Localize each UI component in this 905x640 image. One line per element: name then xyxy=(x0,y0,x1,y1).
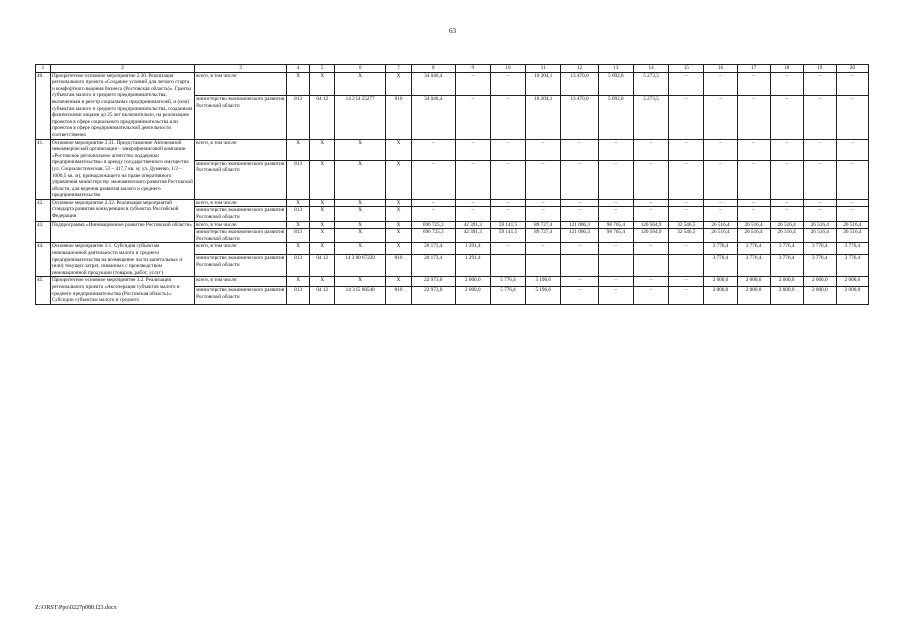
column-number-header: 6 xyxy=(334,65,385,73)
grbs-code-cell: 813 xyxy=(286,207,309,221)
amount-cell: 42 391,3 xyxy=(455,229,490,243)
amount-cell: 3 776,4 xyxy=(737,243,770,255)
expense-type-cell: X xyxy=(386,229,412,243)
grbs-code-cell: X xyxy=(286,243,309,255)
grbs-code-cell: 813 xyxy=(286,255,309,277)
amount-cell: – xyxy=(526,199,561,207)
expense-type-cell: X xyxy=(386,207,412,221)
column-number-header: 8 xyxy=(411,65,455,73)
amount-cell: – xyxy=(490,199,525,207)
amount-cell: – xyxy=(411,207,455,221)
amount-cell: – xyxy=(561,207,598,221)
amount-cell: – xyxy=(455,139,490,160)
executor-cell: всего, в том числе: xyxy=(195,221,287,229)
grbs-code-cell: X xyxy=(286,139,309,160)
column-number-header: 18 xyxy=(770,65,803,73)
amount-cell: 1 291,4 xyxy=(455,243,490,255)
amount-cell: 121 006,3 xyxy=(561,229,598,243)
amount-cell: – xyxy=(770,199,803,207)
amount-cell: – xyxy=(633,277,668,287)
grbs-code-cell: X xyxy=(286,277,309,287)
expense-type-cell: 810 xyxy=(386,255,412,277)
amount-cell: 2 000,0 xyxy=(737,277,770,287)
amount-cell: – xyxy=(770,95,803,139)
amount-cell: 34 040,4 xyxy=(411,72,455,95)
amount-cell: 13 470,0 xyxy=(561,72,598,95)
amount-cell: – xyxy=(737,139,770,160)
grbs-code-cell: 813 xyxy=(286,95,309,139)
amount-cell: 3 776,4 xyxy=(836,243,868,255)
amount-cell: – xyxy=(737,95,770,139)
expense-type-cell: X xyxy=(386,160,412,199)
amount-cell: 13 470,0 xyxy=(561,95,598,139)
amount-cell: 34 040,4 xyxy=(411,95,455,139)
section-code-cell: X xyxy=(310,229,335,243)
amount-cell: – xyxy=(669,95,704,139)
amount-cell: 2 000,0 xyxy=(737,286,770,304)
amount-cell: 5 776,4 xyxy=(490,286,525,304)
target-article-cell: 14 3 00 67220 xyxy=(334,255,385,277)
amount-cell: 5 092,8 xyxy=(598,72,633,95)
amount-cell: 89 727,4 xyxy=(526,221,561,229)
amount-cell: 59 141,5 xyxy=(490,229,525,243)
amount-cell: – xyxy=(770,139,803,160)
amount-cell xyxy=(561,255,598,277)
amount-cell: – xyxy=(770,207,803,221)
amount-cell: 26 516,4 xyxy=(704,229,737,243)
column-number-header: 9 xyxy=(455,65,490,73)
executor-cell: министерство экономического развития Ростовской области xyxy=(195,286,287,304)
amount-cell: 89 727,4 xyxy=(526,229,561,243)
amount-cell: – xyxy=(836,139,868,160)
amount-cell: 2 000,0 xyxy=(770,286,803,304)
amount-cell: – xyxy=(803,160,836,199)
amount-cell: – xyxy=(803,207,836,221)
amount-cell: – xyxy=(598,199,633,207)
table-body xyxy=(36,72,869,304)
expense-type-cell: X xyxy=(386,221,412,229)
amount-cell: – xyxy=(704,139,737,160)
amount-cell: 3 776,4 xyxy=(737,255,770,277)
amount-cell: – xyxy=(803,199,836,207)
amount-cell: 26 516,4 xyxy=(803,229,836,243)
column-number-header: 7 xyxy=(386,65,412,73)
amount-cell: 2 000,0 xyxy=(803,277,836,287)
section-code-cell: X xyxy=(310,243,335,255)
expense-type-cell: X xyxy=(386,199,412,207)
column-number-header: 5 xyxy=(310,65,335,73)
amount-cell: – xyxy=(704,95,737,139)
amount-cell: 22 973,0 xyxy=(411,277,455,287)
target-article-cell: X xyxy=(334,243,385,255)
amount-cell: 2 000,0 xyxy=(455,277,490,287)
amount-cell: 5 273,5 xyxy=(633,72,668,95)
target-article-cell: 14 2 I4 55277 xyxy=(334,95,385,139)
amount-cell: – xyxy=(704,72,737,95)
amount-cell: 26 516,4 xyxy=(737,221,770,229)
amount-cell: – xyxy=(561,199,598,207)
row-number: 44. xyxy=(36,243,51,277)
amount-cell: 26 516,4 xyxy=(770,221,803,229)
column-number-header: 11 xyxy=(526,65,561,73)
section-code-cell: X xyxy=(310,139,335,160)
amount-cell: – xyxy=(411,199,455,207)
amount-cell: – xyxy=(455,160,490,199)
amount-cell: 98 765,4 xyxy=(598,229,633,243)
amount-cell: 121 006,3 xyxy=(561,221,598,229)
target-article-cell: X xyxy=(334,207,385,221)
amount-cell: – xyxy=(598,277,633,287)
amount-cell: 696 725,3 xyxy=(411,221,455,229)
amount-cell: – xyxy=(455,72,490,95)
amount-cell: – xyxy=(490,207,525,221)
amount-cell: – xyxy=(455,199,490,207)
amount-cell: – xyxy=(633,286,668,304)
amount-cell xyxy=(598,255,633,277)
measure-name: Подпрограмма «Инновационное развитие Ростовской области» xyxy=(50,221,194,243)
column-number-header: 15 xyxy=(669,65,704,73)
amount-cell: 3 776,4 xyxy=(704,255,737,277)
measure-name: Основное мероприятие 2.31. Предоставление Автономной некоммерческой организации – микрофинансовой компании «Ростовское региональное агентство поддержки предпринимательства» в аренду государственного имущества (ул. Социалистическая, 53 – 417,7 кв. м; ул. Думенко, 1/3 – 1000,5 кв. м), принадлежащего на праве оперативного управления министерству экономического развития Ростовской области, для ведения развития малого и среднего предпринимательства xyxy=(51,139,193,199)
column-number-header: 12 xyxy=(561,65,598,73)
amount-cell: – xyxy=(737,160,770,199)
amount-cell: 3 776,4 xyxy=(836,255,868,277)
table-row xyxy=(36,243,869,255)
amount-cell: – xyxy=(669,199,704,207)
executor-cell: всего, в том числе: xyxy=(195,277,287,287)
amount-cell: 3 776,4 xyxy=(770,255,803,277)
amount-cell: – xyxy=(598,207,633,221)
grbs-code-cell: 813 xyxy=(286,286,309,304)
column-number-header: 16 xyxy=(704,65,737,73)
executor-cell: всего, в том числе: xyxy=(195,72,287,95)
amount-cell: – xyxy=(836,95,868,139)
measure-name: Приоритетное основное мероприятие 2.30. Реализация регионального проекта «Создание условий для легкого старта и комфортного ведения бизнеса (Ростовская область)». Гранты субъектам малого и среднего предпринимательства, включенным в реестр социальных предпринимателей, и (или) субъектам малого и среднего предпринимательства, созданным физическими лицами до 25 лет включительно, на реализацию проектов в сфере социального предпринимательства или проектов в сфере предпринимательской деятельности соответственно xyxy=(50,72,194,139)
amount-cell: – xyxy=(836,199,868,207)
amount-cell: – xyxy=(526,243,561,255)
executor-cell: всего, в том числе: xyxy=(195,199,287,207)
amount-cell: 26 516,4 xyxy=(836,229,868,243)
amount-cell: – xyxy=(411,160,455,199)
amount-cell: 32 546,5 xyxy=(669,221,704,229)
amount-cell: – xyxy=(490,72,525,95)
target-article-cell: X xyxy=(334,229,385,243)
executor-cell: министерство экономического развития Ростовской области xyxy=(195,207,287,221)
amount-cell: – xyxy=(770,72,803,95)
amount-cell: 26 516,4 xyxy=(704,221,737,229)
grbs-code-cell: X xyxy=(286,199,309,207)
amount-cell: – xyxy=(737,72,770,95)
target-article-cell: X xyxy=(334,199,385,207)
amount-cell: – xyxy=(669,277,704,287)
target-article-cell: X xyxy=(334,277,385,287)
amount-cell: – xyxy=(803,72,836,95)
amount-cell: 1 291,4 xyxy=(455,255,490,277)
executor-cell: всего, в том числе: xyxy=(195,243,287,255)
amount-cell: – xyxy=(455,207,490,221)
page-number: 63 xyxy=(449,27,456,35)
expense-type-cell: X xyxy=(386,243,412,255)
row-number: 43. xyxy=(36,221,51,243)
expense-type-cell: X xyxy=(386,277,412,287)
amount-cell: 3 776,4 xyxy=(803,243,836,255)
amount-cell: – xyxy=(598,286,633,304)
amount-cell: 3 776,4 xyxy=(704,243,737,255)
column-number-header: 13 xyxy=(598,65,633,73)
amount-cell: – xyxy=(490,139,525,160)
grbs-code-cell: X xyxy=(286,72,309,95)
amount-cell: 26 516,4 xyxy=(803,221,836,229)
expense-type-cell: 810 xyxy=(386,95,412,139)
amount-cell: – xyxy=(737,199,770,207)
amount-cell: 59 141,5 xyxy=(490,221,525,229)
amount-cell: – xyxy=(669,139,704,160)
amount-cell: 32 546,5 xyxy=(669,229,704,243)
executor-cell: министерство экономического развития Ростовской области xyxy=(195,229,287,243)
amount-cell: 5 196,6 xyxy=(526,277,561,287)
amount-cell: – xyxy=(836,160,868,199)
column-number-header: 17 xyxy=(737,65,770,73)
amount-cell: – xyxy=(598,139,633,160)
section-code-cell: X xyxy=(310,160,335,199)
measure-name: Приоритетное основное мероприятие 3.2. Реализация регионального проекта «Акселерация субъектов малого и среднего предпринимательства (Ростовская область)». Субсидии субъектам малого и среднего xyxy=(50,277,194,304)
amount-cell: – xyxy=(561,277,598,287)
section-code-cell: 04 12 xyxy=(310,95,335,139)
amount-cell: 5 776,4 xyxy=(490,277,525,287)
amount-cell: 3 776,4 xyxy=(803,255,836,277)
column-number-row xyxy=(36,65,869,73)
column-number-header: 10 xyxy=(490,65,525,73)
amount-cell: – xyxy=(669,160,704,199)
column-number-header: 3 xyxy=(195,65,287,73)
amount-cell: – xyxy=(704,199,737,207)
amount-cell: – xyxy=(490,243,525,255)
expense-type-cell: X xyxy=(386,139,412,160)
amount-cell: 2 000,0 xyxy=(836,286,868,304)
amount-cell: 98 765,4 xyxy=(598,221,633,229)
amount-cell xyxy=(633,255,668,277)
amount-cell: 2 000,0 xyxy=(455,286,490,304)
target-article-cell: X xyxy=(334,139,385,160)
grbs-code-cell: X xyxy=(286,221,309,229)
row-number: 45. xyxy=(36,277,51,304)
target-article-cell: X xyxy=(334,72,385,95)
amount-cell: – xyxy=(737,207,770,221)
amount-cell: 20 173,4 xyxy=(411,243,455,255)
target-article-cell: X xyxy=(334,160,385,199)
amount-cell: – xyxy=(704,160,737,199)
amount-cell: 26 516,4 xyxy=(836,221,868,229)
amount-cell: 2 000,0 xyxy=(803,286,836,304)
measure-name: Основное мероприятие 2.32. Реализация мероприятий стандарта развития конкуренции в субъектах Российской Федерации xyxy=(50,199,194,221)
grbs-code-cell: 813 xyxy=(286,160,309,199)
amount-cell: – xyxy=(669,207,704,221)
table-row xyxy=(36,199,869,207)
amount-cell: 120 564,9 xyxy=(633,229,668,243)
row-number: 42. xyxy=(36,199,51,221)
amount-cell: 3 776,4 xyxy=(770,243,803,255)
amount-cell: – xyxy=(598,160,633,199)
amount-cell: – xyxy=(633,160,668,199)
amount-cell: – xyxy=(669,72,704,95)
amount-cell: 42 391,3 xyxy=(455,221,490,229)
amount-cell: – xyxy=(803,95,836,139)
amount-cell: 2 000,0 xyxy=(836,277,868,287)
amount-cell: – xyxy=(633,207,668,221)
target-article-cell: X xyxy=(334,221,385,229)
measure-name: Основное мероприятие 3.1. Субсидия субъектам инновационной деятельности малого и среднего предпринимательства на возмещение части капитальных и (или) текущих затрат, связанных с производством инновационной продукции (товаров, работ, услуг) xyxy=(50,243,194,277)
amount-cell: – xyxy=(526,160,561,199)
amount-cell: – xyxy=(770,160,803,199)
amount-cell: – xyxy=(490,160,525,199)
amount-cell: 2 000,0 xyxy=(770,277,803,287)
executor-cell: министерство экономического развития Ростовской области xyxy=(195,255,287,277)
amount-cell: – xyxy=(561,160,598,199)
amount-cell: – xyxy=(411,139,455,160)
table-row xyxy=(36,72,869,95)
column-number-header: 14 xyxy=(633,65,668,73)
amount-cell: – xyxy=(561,286,598,304)
expense-type-cell: 810 xyxy=(386,286,412,304)
amount-cell: 2 000,0 xyxy=(704,286,737,304)
section-code-cell: X xyxy=(310,221,335,229)
target-article-cell: 14 3 I5 68540 xyxy=(334,286,385,304)
executor-cell: министерство экономического развития Ростовской области xyxy=(195,95,287,139)
amount-cell: 26 516,4 xyxy=(770,229,803,243)
amount-cell xyxy=(490,255,525,277)
column-number-header: 20 xyxy=(836,65,868,73)
table-row xyxy=(36,277,869,287)
amount-cell: – xyxy=(836,207,868,221)
section-code-cell: 04 12 xyxy=(310,255,335,277)
amount-cell: – xyxy=(561,139,598,160)
amount-cell: – xyxy=(669,286,704,304)
column-number-header: 4 xyxy=(286,65,309,73)
amount-cell: 5 196,6 xyxy=(526,286,561,304)
amount-cell: 696 725,3 xyxy=(411,229,455,243)
table-row xyxy=(36,221,869,229)
table-row xyxy=(36,139,869,160)
amount-cell: 120 564,9 xyxy=(633,221,668,229)
amount-cell xyxy=(669,255,704,277)
amount-cell: 26 516,4 xyxy=(737,229,770,243)
section-code-cell: X xyxy=(310,277,335,287)
amount-cell: – xyxy=(490,95,525,139)
amount-cell xyxy=(526,255,561,277)
column-number-header: 2 xyxy=(50,65,194,73)
row-number: 40. xyxy=(36,72,51,139)
section-code-cell: X xyxy=(310,72,335,95)
amount-cell: – xyxy=(526,207,561,221)
footer-file-path: Z:\ORST\Ppo\0227p088.f23.docx xyxy=(35,605,117,611)
section-code-cell: 04 12 xyxy=(310,286,335,304)
amount-cell: – xyxy=(633,243,668,255)
amount-cell: 10 204,1 xyxy=(526,72,561,95)
amount-cell: 2 000,0 xyxy=(704,277,737,287)
column-number-header: 1 xyxy=(36,65,51,73)
amount-cell: – xyxy=(633,199,668,207)
amount-cell: – xyxy=(561,243,598,255)
column-number-header: 19 xyxy=(803,65,836,73)
amount-cell: 5 273,5 xyxy=(633,95,668,139)
amount-cell: – xyxy=(669,243,704,255)
amount-cell: 10 204,1 xyxy=(526,95,561,139)
expense-type-cell: X xyxy=(386,72,412,95)
amount-cell: – xyxy=(526,139,561,160)
amount-cell: 22 973,0 xyxy=(411,286,455,304)
section-code-cell: X xyxy=(310,207,335,221)
budget-table xyxy=(35,64,869,305)
amount-cell: – xyxy=(836,72,868,95)
executor-cell: министерство экономического развития Ростовской области xyxy=(195,160,287,199)
amount-cell: – xyxy=(803,139,836,160)
amount-cell: – xyxy=(704,207,737,221)
row-number: 41. xyxy=(36,139,51,199)
amount-cell: – xyxy=(455,95,490,139)
amount-cell: – xyxy=(633,139,668,160)
executor-cell: всего, в том числе: xyxy=(195,139,287,160)
section-code-cell: X xyxy=(310,199,335,207)
grbs-code-cell: 813 xyxy=(286,229,309,243)
amount-cell: 5 092,8 xyxy=(598,95,633,139)
amount-cell: 20 173,4 xyxy=(411,255,455,277)
amount-cell: – xyxy=(598,243,633,255)
